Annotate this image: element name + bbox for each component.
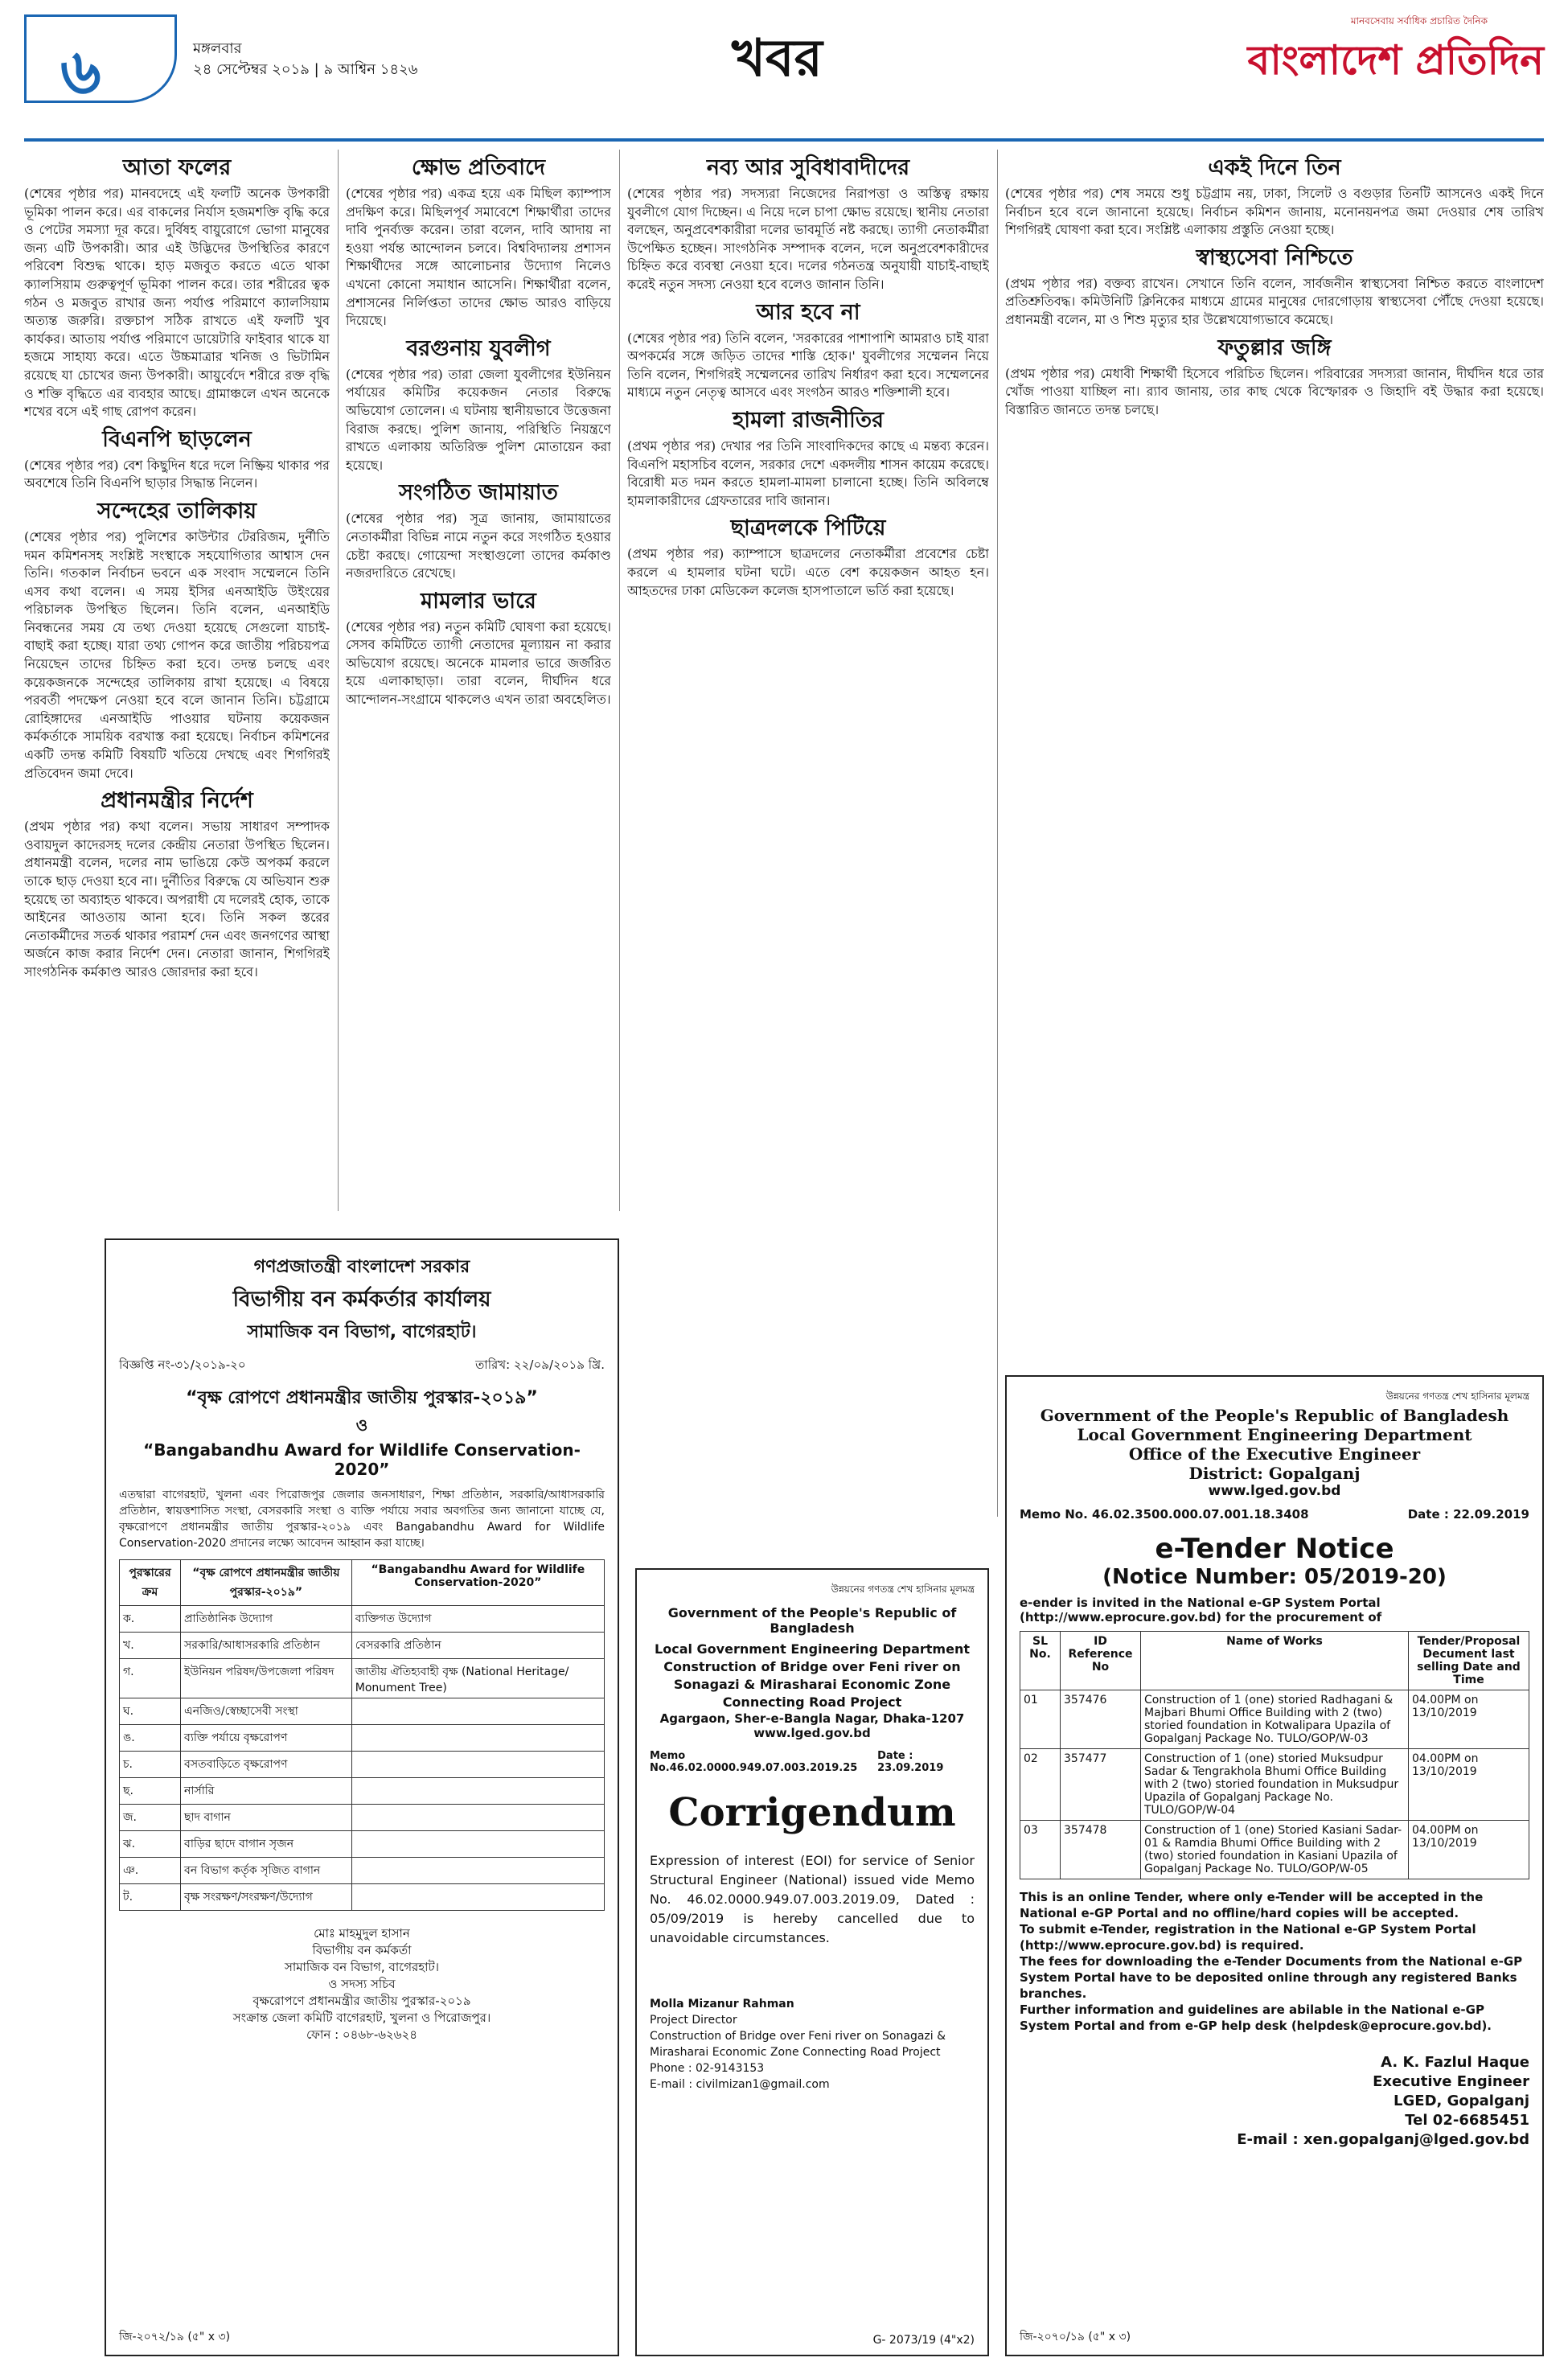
ad-gov: Government of the People's Republic of Bangladesh bbox=[1040, 1406, 1509, 1425]
table-cell: প্রাতিষ্ঠানিক উদ্যোগ bbox=[181, 1606, 352, 1633]
ad-gov: Government of the People's Republic of Bangladesh bbox=[667, 1605, 957, 1636]
table-cell bbox=[351, 1884, 604, 1911]
signer-role: বিভাগীয় বন কর্মকর্তা bbox=[312, 1943, 412, 1957]
ad-memo: Memo No.46.02.0000.949.07.003.2019.25 bbox=[650, 1750, 858, 1774]
table-cell: বৃক্ষ সংরক্ষণ/সংরক্ষণ/উদ্যোগ bbox=[181, 1884, 352, 1911]
ad-intro: e-ender is invited in the National e-GP System Portal (http://www.eprocure.gov.bd) for the procurement of bbox=[1020, 1596, 1382, 1624]
ad-signature bbox=[1020, 2053, 1529, 2150]
headline: হামলা রাজনীতির bbox=[733, 407, 884, 433]
ad-notice: (Notice Number: 05/2019-20) bbox=[1102, 1565, 1447, 1589]
masthead bbox=[24, 14, 1544, 135]
table-header: SL No. bbox=[1020, 1632, 1061, 1690]
table-row bbox=[120, 1884, 605, 1911]
ad-signature bbox=[119, 1925, 605, 2043]
signer-name: মোঃ মাহমুদুল হাসান bbox=[314, 1926, 410, 1941]
issue-date: ২৪ সেপ্টেম্বর ২০১৯ | ৯ আশ্বিন ১৪২৬ bbox=[193, 61, 418, 78]
table-cell: ঙ. bbox=[120, 1725, 181, 1752]
ad-date: তারিখ: ২২/০৯/২০১৯ খ্রি. bbox=[475, 1357, 605, 1372]
table-cell: ক. bbox=[120, 1606, 181, 1633]
table-cell: ছাদ বাগান bbox=[181, 1805, 352, 1831]
table-cell: 357476 bbox=[1061, 1690, 1141, 1749]
table-cell bbox=[351, 1831, 604, 1858]
table-header: Tender/Proposal Decument last selling Date and Time bbox=[1409, 1632, 1529, 1690]
table-header: “Bangabandhu Award for Wildlife Conservation-2020” bbox=[351, 1560, 604, 1606]
ad-dept: Local Government Engineering Department Construction of Bridge over Feni river on Sonagazi & Mirasharai Economic Zone Connecting Road Project bbox=[655, 1641, 970, 1710]
ad-badge: উন্নয়নের গণতন্ত্র শেখ হাসিনার মূলমন্ত্র bbox=[1385, 1390, 1529, 1402]
ad-signature bbox=[650, 1996, 975, 2093]
table-cell: 02 bbox=[1020, 1749, 1061, 1821]
header-rule bbox=[24, 138, 1544, 142]
table-cell: Construction of 1 (one) storied Muksudpur Sadar & Tengrakhola Bhumi Office Building with 2 (two) storied foundation in Muksudpur Upazila of Gopalganj Package No. TULO/GOP/W-04 bbox=[1141, 1749, 1409, 1821]
table-cell: এনজিও/স্বেচ্ছাসেবী সংস্থা bbox=[181, 1698, 352, 1725]
table-cell: জাতীয় ঐতিহ্যবাহী বৃক্ষ (National Heritage/ Monument Tree) bbox=[351, 1659, 604, 1698]
ad-award-bn: “বৃক্ষ রোপণে প্রধানমন্ত্রীর জাতীয় পুরস্কার-২০১৯” bbox=[186, 1388, 538, 1408]
etender-ad bbox=[1005, 1375, 1544, 2356]
table-cell: সরকারি/আধাসরকারি প্রতিষ্ঠান bbox=[181, 1633, 352, 1659]
table-cell: বন বিভাগ কর্তৃক সৃজিত বাগান bbox=[181, 1858, 352, 1884]
article-body: (শেষের পৃষ্ঠার পর) তিনি বলেন, 'সরকারের পাশাপাশি আমরাও চাই যারা অপকর্মের সঙ্গে জড়িত তাদের শাস্তি হোক।' যুবলীগের সম্মেলন নিয়ে তিনি বলেন, শিগগিরই সম্মেলনের তারিখ নির্ধারণ করা হবে। সম্মেলনের মাধ্যমে নতুন নেতৃত্ব আসবে এবং সংগঠন আরও শক্তিশালী হবে। bbox=[627, 330, 989, 400]
page-number: ৬ bbox=[60, 36, 101, 109]
article-body: (প্রথম পৃষ্ঠার পর) মেধাবী শিক্ষার্থী হিসেবে পরিচিত ছিলেন। পরিবারের সদস্যরা জানান, দীর্ঘদিন ধরে তার খোঁজ পাওয়া যাচ্ছিল না। র‍্যাব জানায়, তার কাছ থেকে বিস্ফোরক ও জিহাদি বই উদ্ধার করা হয়েছে। বিস্তারিত জানতে তদন্ত চলছে। bbox=[1005, 365, 1544, 417]
table-row bbox=[1020, 1690, 1529, 1749]
ad-award-en: “Bangabandhu Award for Wildlife Conservation-2020” bbox=[143, 1440, 581, 1479]
table-cell bbox=[351, 1858, 604, 1884]
ad-district: District: Gopalganj bbox=[1188, 1464, 1361, 1483]
table-cell: 04.00PM on 13/10/2019 bbox=[1409, 1749, 1529, 1821]
headline: আর হবে না bbox=[756, 299, 860, 325]
table-cell: চ. bbox=[120, 1752, 181, 1778]
table-header: ID Reference No bbox=[1061, 1632, 1141, 1690]
headline: আতা ফলের bbox=[122, 155, 232, 180]
section-title: খবর bbox=[732, 29, 823, 88]
table-row bbox=[1020, 1749, 1529, 1821]
table-cell: ট. bbox=[120, 1884, 181, 1911]
signer-org: সামাজিক বন বিভাগ, বাগেরহাট। bbox=[284, 1960, 440, 1974]
headline: বরগুনায় যুবলীগ bbox=[406, 335, 551, 361]
table-row bbox=[120, 1778, 605, 1805]
table-header: “বৃক্ষ রোপণে প্রধানমন্ত্রীর জাতীয় পুরস্কার-২০১৯” bbox=[181, 1560, 352, 1606]
ad-date: Date : 23.09.2019 bbox=[877, 1750, 944, 1774]
committee-2: সংক্রান্ত জেলা কমিটি বাগেরহাট, খুলনা ও পিরোজপুর। bbox=[232, 2011, 491, 2025]
table-cell: 03 bbox=[1020, 1821, 1061, 1879]
column-2 bbox=[346, 150, 611, 1211]
headline: ফতুল্লার জঙ্গি bbox=[1217, 335, 1332, 360]
table-cell bbox=[351, 1698, 604, 1725]
ad-title: Corrigendum bbox=[668, 1790, 956, 1835]
table-cell: গ. bbox=[120, 1659, 181, 1698]
ad-date: Date : 22.09.2019 bbox=[1407, 1507, 1529, 1522]
brand-logo bbox=[1238, 14, 1544, 111]
ad-code: জি-২০৭০/১৯ (৫" x ৩) bbox=[1020, 2331, 1131, 2343]
signer-name: Molla Mizanur Rahman bbox=[650, 1998, 794, 2011]
table-row bbox=[120, 1698, 605, 1725]
table-cell: 357478 bbox=[1061, 1821, 1141, 1879]
table-cell: 01 bbox=[1020, 1690, 1061, 1749]
headline: সন্দেহের তালিকায় bbox=[96, 498, 257, 524]
ad-body: এতদ্বারা বাগেরহাট, খুলনা এবং পিরোজপুর জেলার জনসাধারণ, শিক্ষা প্রতিষ্ঠান, সরকারি/আধাসরকারি প্রতিষ্ঠান, স্বায়ত্তশাসিত সংস্থা, বেসরকারি সংস্থা ও ব্যক্তি পর্যায়ে সবার অবগতির জন্য জানানো যাচ্ছে যে, বৃক্ষরোপণে প্রধানমন্ত্রীর জাতীয় পুরস্কার-২০১৯ এবং Bangabandhu Award for Wildlife Conservation-2020 প্রদানের লক্ষ্যে আবেদন আহ্বান করা যাচ্ছে। bbox=[119, 1489, 605, 1550]
column-divider bbox=[338, 150, 339, 1211]
table-cell: ঘ. bbox=[120, 1698, 181, 1725]
table-cell: ব্যক্তিগত উদ্যোগ bbox=[351, 1606, 604, 1633]
signer-role: Project Director bbox=[650, 2014, 737, 2027]
forest-award-ad bbox=[105, 1238, 619, 2356]
table-cell: ব্যক্তি পর্যায়ে বৃক্ষরোপণ bbox=[181, 1725, 352, 1752]
article-body: (শেষের পৃষ্ঠার পর) একত্র হয়ে এক মিছিল ক্যাম্পাস প্রদক্ষিণ করে। মিছিলপূর্ব সমাবেশে শিক্ষার্থীরা তাদের দাবি পুনর্ব্যক্ত করেন। তারা বলেন, দাবি আদায় না হওয়া পর্যন্ত আন্দোলন চলবে। বিশ্ববিদ্যালয় প্রশাসন শিক্ষার্থীদের সঙ্গে আলোচনার উদ্যোগ নিলেও এখনো কোনো সমাধান আসেনি। শিক্ষার্থীরা বলেন, প্রশাসনের নির্লিপ্ততা তাদের ক্ষোভ আরও বাড়িয়ে দিয়েছে। bbox=[346, 186, 611, 329]
table-cell: ঞ. bbox=[120, 1858, 181, 1884]
table-row bbox=[120, 1752, 605, 1778]
weekday: মঙ্গলবার bbox=[193, 40, 242, 57]
ad-addr: Agargaon, Sher-e-Bangla Nagar, Dhaka-1207 bbox=[659, 1711, 965, 1726]
ad-office: বিভাগীয় বন কর্মকর্তার কার্যালয় bbox=[232, 1288, 491, 1312]
table-cell: জ. bbox=[120, 1805, 181, 1831]
ad-web: www.lged.gov.bd bbox=[1208, 1483, 1341, 1499]
table-cell bbox=[351, 1752, 604, 1778]
tender-table bbox=[1020, 1631, 1529, 1879]
phone: ফোন : ০৪৬৮-৬২৬২৪ bbox=[306, 2027, 418, 2042]
signer-org: LGED, Gopalganj bbox=[1394, 2093, 1529, 2109]
signer-name: A. K. Fazlul Haque bbox=[1381, 2054, 1529, 2071]
headline: সংগঠিত জামায়াত bbox=[399, 480, 558, 506]
ad-gov: গণপ্রজাতন্ত্রী বাংলাদেশ সরকার bbox=[253, 1257, 470, 1277]
article-body: (শেষের পৃষ্ঠার পর) সূত্র জানায়, জামায়াতের নেতাকর্মীরা বিভিন্ন নামে নতুন করে সংগঠিত হওয়ার চেষ্টা করছে। গোয়েন্দা সংস্থাগুলো তাদের কর্মকাণ্ড নজরদারিতে রেখেছে। bbox=[346, 511, 611, 581]
table-cell bbox=[351, 1725, 604, 1752]
table-row bbox=[120, 1858, 605, 1884]
column-3 bbox=[627, 150, 989, 1517]
ad-office: Office of the Executive Engineer bbox=[1128, 1444, 1421, 1464]
table-header: পুরস্কারের ক্রম bbox=[120, 1560, 181, 1606]
table-cell bbox=[351, 1805, 604, 1831]
term: To submit e-Tender, registration in the National e-GP System Portal (http://www.eprocure.gov.bd) is required. bbox=[1020, 1922, 1476, 1953]
award-table bbox=[119, 1559, 605, 1911]
table-row bbox=[120, 1725, 605, 1752]
brand-name: বাংলাদেশ প্রতিদিন bbox=[1247, 37, 1544, 84]
article-body: (শেষের পৃষ্ঠার পর) নতুন কমিটি ঘোষণা করা হয়েছে। সেসব কমিটিতে ত্যাগী নেতাদের মূল্যায়ন না করার অভিযোগ রয়েছে। অনেকে মামলার ভারে জর্জরিত হয়ে এলাকাছাড়া। তারা বলেন, দীর্ঘদিন ধরে আন্দোলন-সংগ্রামে থাকলেও এখন তারা অবহেলিত। bbox=[346, 618, 611, 708]
headline: একই দিনে তিন bbox=[1208, 155, 1341, 180]
signer-role: Executive Engineer bbox=[1373, 2073, 1529, 2090]
ad-body: Expression of interest (EOI) for service of Senior Structural Engineer (National) issued vide Memo No. 46.02.0000.949.07.003.2019.09, Dated : 05/09/2019 is hereby cancelled due to unavoidable circumstances. bbox=[650, 1853, 975, 1945]
article-body: (শেষের পৃষ্ঠার পর) মানবদেহে এই ফলটি অনেক উপকারী ভূমিকা পালন করে। এর বাকলের নির্যাস হজমশক্তি বৃদ্ধি করে ও পেটের সমস্যা দূর করে। দুর্বিষহ বায়ুরোগে ভোগা মানুষের জন্য এটি উপকারী। আর এই উদ্ভিদের উপস্থিতির কারণে পরিবেশ বিশুদ্ধ থাকে। হাড় মজবুত করতে এতে থাকা ক্যালসিয়াম গুরুত্বপূর্ণ ভূমিকা পালন করে। তার শরীরের ত্বক গঠন ও মজবুত রাখার জন্য পর্যাপ্ত পরিমাণে ক্যালসিয়াম অত্যন্ত জরুরি। রক্তচাপ সঠিক রাখতে এই ফলটি খুব কার্যকর। আতায় পর্যাপ্ত পরিমাণে ডায়েটারি ফাইবার থাকে যা হজমে সাহায্য করে। এতে উচ্চমাত্রার খনিজ ও ভিটামিন রয়েছে যা চোখের জন্য উপকারী। আয়ুর্বেদে শরীরে রক্ত বৃদ্ধি ও শক্তি বৃদ্ধিতে এর ব্যবহার আছে। গ্রামাঞ্চলে এখন অনেকে শখের বসে এই গাছ রোপণ করেন। bbox=[24, 186, 330, 420]
term: This is an online Tender, where only e-Tender will be accepted in the National e-GP Portal and no offline/hard copies will be accepted. bbox=[1020, 1890, 1484, 1920]
date-line bbox=[193, 39, 418, 80]
column-1 bbox=[24, 150, 330, 1211]
ad-dept: সামাজিক বন বিভাগ, বাগেরহাট। bbox=[247, 1322, 477, 1342]
column-divider bbox=[997, 150, 998, 1517]
signer-org: Construction of Bridge over Feni river on Sonagazi & Mirasharai Economic Zone Connecting Road Project bbox=[650, 2030, 946, 2059]
headline: প্রধানমন্ত্রীর নির্দেশ bbox=[101, 788, 253, 814]
term: The fees for downloading the e-Tender Documents from the National e-GP System Portal have to be deposited online through any registered Banks branches. bbox=[1020, 1954, 1523, 2001]
table-row bbox=[1020, 1821, 1529, 1879]
article-body: (শেষের পৃষ্ঠার পর) শেষ সময়ে শুধু চট্টগ্রাম নয়, ঢাকা, সিলেট ও বগুড়ার তিনটি আসনেও একই দিনে নির্বাচন হবে বলে জানানো হয়েছে। নির্বাচন কমিশন জানায়, মনোনয়নপত্র জমা দেওয়ার শেষ তারিখ শিগগিরই ঘোষণা করা হবে। সংশ্লিষ্ট এলাকায় প্রস্তুতি নেওয়া হচ্ছে। bbox=[1005, 186, 1544, 238]
article-body: (শেষের পৃষ্ঠার পর) সদস্যরা নিজেদের নিরাপত্তা ও অস্তিত্ব রক্ষায় যুবলীগে যোগ দিচ্ছেন। এ নিয়ে দলে চাপা ক্ষোভ রয়েছে। স্থানীয় নেতারা বলছেন, অনুপ্রবেশকারীরা দলের ভাবমূর্তি নষ্ট করছে। ত্যাগী নেতাকর্মীরা উপেক্ষিত হচ্ছেন। সাংগঠনিক সম্পাদক বলেন, দলে অনুপ্রবেশকারীদের চিহ্নিত করে ব্যবস্থা নেওয়া হবে। দলের গঠনতন্ত্র অনুযায়ী যাচাই-বাছাই করেই নতুন সদস্য নেওয়া হবে বলেও জানান তিনি। bbox=[627, 186, 989, 292]
table-cell: Construction of 1 (one) storied Radhagani & Majbari Bhumi Office Building with 2 (two) storied foundation in Kotwalipara Upazila of Gopalganj Package No. TULO/GOP/W-03 bbox=[1141, 1690, 1409, 1749]
term: Further information and guidelines are abilable in the National e-GP System Portal and from e-GP help desk (helpdesk@eprocure.gov.bd). bbox=[1020, 2002, 1492, 2033]
table-row bbox=[120, 1659, 605, 1698]
article-body: (শেষের পৃষ্ঠার পর) বেশ কিছুদিন ধরে দলে নিষ্ক্রিয় থাকার পর অবশেষে তিনি বিএনপি ছাড়ার সিদ্ধান্ত নিলেন। bbox=[24, 457, 330, 491]
table-cell: ঝ. bbox=[120, 1831, 181, 1858]
committee: বৃক্ষরোপণে প্রধানমন্ত্রীর জাতীয় পুরস্কার-২০১৯ bbox=[252, 1994, 471, 2008]
phone: Phone : 02-9143153 bbox=[650, 2062, 765, 2075]
article-body: (শেষের পৃষ্ঠার পর) তারা জেলা যুবলীগের ইউনিয়ন পর্যায়ের কমিটির কয়েকজন নেতার বিরুদ্ধে অভিযোগ তোলেন। এ ঘটনায় স্থানীয়ভাবে উত্তেজনা বিরাজ করছে। পুলিশ জানায়, পরিস্থিতি নিয়ন্ত্রণে রাখতে এলাকায় অতিরিক্ত পুলিশ মোতায়েন করা হয়েছে। bbox=[346, 366, 611, 473]
ad-memo: Memo No. 46.02.3500.000.07.001.18.3408 bbox=[1020, 1507, 1309, 1522]
table-cell: বেসরকারি প্রতিষ্ঠান bbox=[351, 1633, 604, 1659]
column-4 bbox=[1005, 150, 1544, 1356]
table-row bbox=[120, 1606, 605, 1633]
signer-secretary: ও সদস্য সচিব bbox=[328, 1977, 396, 1991]
headline: ছাত্রদলকে পিটিয়ে bbox=[730, 515, 886, 541]
headline: মামলার ভারে bbox=[421, 588, 536, 614]
page-number-badge bbox=[24, 14, 177, 109]
article-body: (প্রথম পৃষ্ঠার পর) ক্যাম্পাসে ছাত্রদলের নেতাকর্মীরা প্রবেশের চেষ্টা করলে এ হামলার ঘটনা ঘটে। এতে বেশ কয়েকজন আহত হন। আহতদের ঢাকা মেডিকেল কলেজ হাসপাতালে ভর্তি করা হয়েছে। bbox=[627, 546, 989, 598]
table-cell: 357477 bbox=[1061, 1749, 1141, 1821]
article-body: (প্রথম পৃষ্ঠার পর) দেখার পর তিনি সাংবাদিকদের কাছে এ মন্তব্য করেন। বিএনপি মহাসচিব বলেন, সরকার দেশে একদলীয় শাসন কায়েম করেছে। বিরোধী মত দমন করতে হামলা-মামলা চালানো হচ্ছে। তিনি অবিলম্বে হামলাকারীদের গ্রেফতারের দাবি জানান। bbox=[627, 437, 989, 508]
table-cell: ইউনিয়ন পরিষদ/উপজেলা পরিষদ bbox=[181, 1659, 352, 1698]
ad-terms bbox=[1020, 1889, 1529, 2034]
corrigendum-ad bbox=[635, 1568, 989, 2356]
table-cell: ছ. bbox=[120, 1778, 181, 1805]
table-cell: নার্সারি bbox=[181, 1778, 352, 1805]
table-cell: খ. bbox=[120, 1633, 181, 1659]
table-row bbox=[120, 1805, 605, 1831]
ad-code: G- 2073/19 (4"x2) bbox=[872, 2334, 975, 2347]
phone: Tel 02-6685451 bbox=[1405, 2112, 1529, 2129]
table-row bbox=[120, 1633, 605, 1659]
table-header: Name of Works bbox=[1141, 1632, 1409, 1690]
ad-code: জি-২০৭২/১৯ (৫" x ৩) bbox=[119, 2331, 231, 2343]
table-row bbox=[120, 1831, 605, 1858]
headline: স্বাস্থ্যসেবা নিশ্চিতে bbox=[1196, 244, 1353, 270]
table-cell: Construction of 1 (one) Storied Kasiani Sadar-01 & Ramdia Bhumi Office Building with 2 (two) storied foundation in Kasiani Upazila of Gopalganj Package No. TULO/GOP/W-05 bbox=[1141, 1821, 1409, 1879]
column-divider bbox=[619, 150, 620, 1211]
article-body: (প্রথম পৃষ্ঠার পর) কথা বলেন। সভায় সাধারণ সম্পাদক ওবায়দুল কাদেরসহ দলের কেন্দ্রীয় নেতারা উপস্থিত ছিলেন। প্রধানমন্ত্রী বলেন, দলের নাম ভাঙিয়ে কেউ অপকর্ম করলে তাকে ছাড় দেওয়া হবে না। দুর্নীতির বিরুদ্ধে যে অভিযান শুরু হয়েছে তা অব্যাহত থাকবে। অপরাধী যে দলেরই হোক, তাকে আইনের আওতায় আনা হবে। তিনি সকল স্তরের নেতাকর্মীদের সতর্ক থাকার পরামর্শ দেন এবং জনগণের আস্থা অর্জনে কাজ করার নির্দেশ দেন। নেতারা জানান, শিগগিরই সাংগঠনিক কর্মকাণ্ড আরও জোরদার করা হবে। bbox=[24, 819, 330, 980]
email: E-mail : civilmizan1@gmail.com bbox=[650, 2078, 830, 2091]
ad-title: e-Tender Notice bbox=[1155, 1533, 1394, 1565]
headline: নব্য আর সুবিধাবাদীদের bbox=[706, 155, 910, 180]
brand-tagline: মানবসেবায় সর্বাধিক প্রচারিত দৈনিক bbox=[1350, 15, 1488, 27]
article-body: (শেষের পৃষ্ঠার পর) পুলিশের কাউন্টার টেররিজম, দুর্নীতি দমন কমিশনসহ সংশ্লিষ্ট সংস্থাকে সহযোগিতার আশ্বাস দেন তিনি। গতকাল নির্বাচন ভবনে এক সংবাদ সম্মেলনে তিনি এসব কথা বলেন। এ সময় ইসির এনআইডি উইংয়ের পরিচালক উপস্থিত ছিলেন। তিনি বলেন, এনআইডি নিবন্ধনের সময় যে তথ্য দেওয়া হয়েছে সেগুলো যাচাই-বাছাই করা হচ্ছে। যারা তথ্য গোপন করে জাতীয় পরিচয়পত্র নিয়েছেন তাদের চিহ্নিত করা হবে। তদন্ত চলছে এবং কয়েকজনকে সন্দেহের তালিকায় রাখা হয়েছে। এ বিষয়ে পরবর্তী পদক্ষেপ নেওয়া হবে বলে জানান তিনি। চট্টগ্রামে রোহিঙ্গাদের এনআইডি পাওয়ার ঘটনায় কয়েকজন কর্মকর্তাকে সাময়িক বরখাস্ত করা হয়েছে। নির্বাচন কমিশনের একটি তদন্ত কমিটি বিষয়টি খতিয়ে দেখছে এবং শিগগিরই প্রতিবেদন জমা দেবে। bbox=[24, 528, 330, 781]
table-cell: বসতবাড়িতে বৃক্ষরোপণ bbox=[181, 1752, 352, 1778]
email: E-mail : xen.gopalganj@lged.gov.bd bbox=[1237, 2131, 1529, 2148]
headline: বিএনপি ছাড়লেন bbox=[102, 426, 252, 452]
table-cell: বাড়ির ছাদে বাগান সৃজন bbox=[181, 1831, 352, 1858]
ad-and: ও bbox=[355, 1415, 368, 1435]
ad-dept: Local Government Engineering Department bbox=[1077, 1425, 1472, 1444]
table-cell: 04.00PM on 13/10/2019 bbox=[1409, 1821, 1529, 1879]
ad-web: www.lged.gov.bd bbox=[753, 1726, 871, 1740]
table-cell: 04.00PM on 13/10/2019 bbox=[1409, 1690, 1529, 1749]
ad-memo: বিজ্ঞপ্তি নং-৩১/২০১৯-২০ bbox=[119, 1357, 246, 1372]
headline: ক্ষোভ প্রতিবাদে bbox=[411, 155, 546, 180]
article-body: (প্রথম পৃষ্ঠার পর) বক্তব্য রাখেন। সেখানে তিনি বলেন, সার্বজনীন স্বাস্থ্যসেবা নিশ্চিত করতে বাংলাদেশ প্রতিশ্রুতিবদ্ধ। কমিউনিটি ক্লিনিকের মাধ্যমে গ্রামের মানুষের দোরগোড়ায় স্বাস্থ্যসেবা পৌঁছে দেওয়া হয়েছে। প্রধানমন্ত্রী বলেন, মা ও শিশু মৃত্যুর হার উল্লেখযোগ্যভাবে কমেছে। bbox=[1005, 275, 1544, 327]
table-cell bbox=[351, 1778, 604, 1805]
ad-badge: উন্নয়নের গণতন্ত্র শেখ হাসিনার মূলমন্ত্র bbox=[831, 1583, 975, 1595]
